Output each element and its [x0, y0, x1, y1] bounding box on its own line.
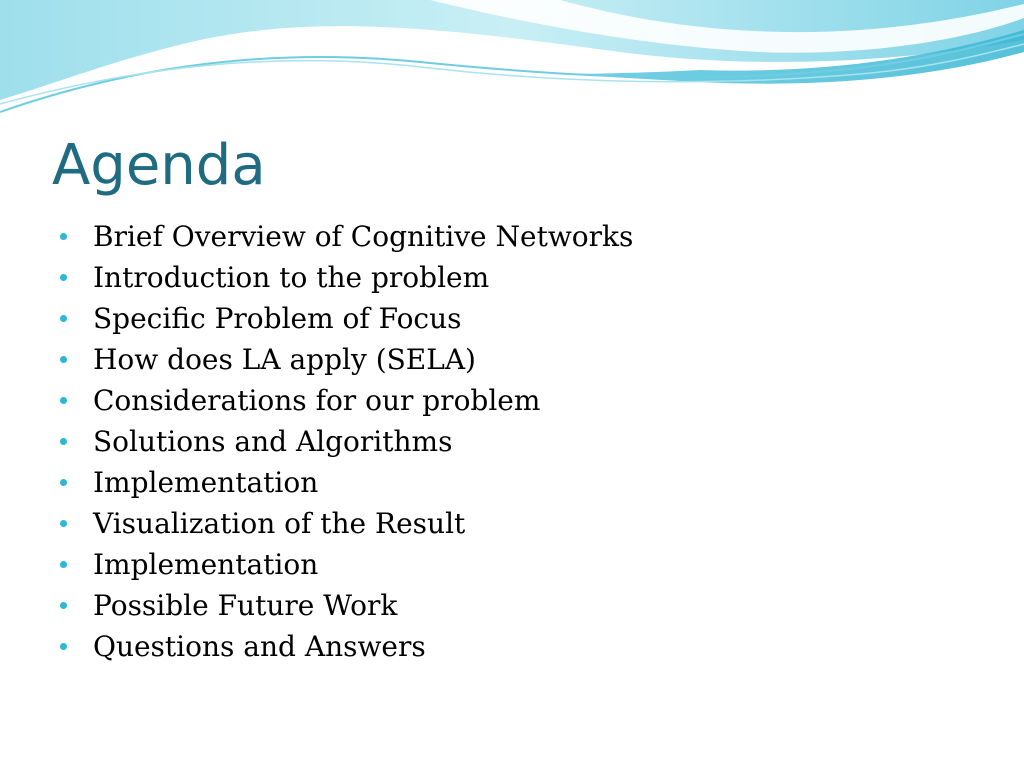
bullet-icon [60, 643, 67, 650]
list-item [58, 462, 633, 503]
agenda-list [58, 216, 633, 667]
list-item-text: How does LA apply (SELA) [93, 343, 476, 376]
list-item [58, 421, 633, 462]
list-item-text: Brief Overview of Cognitive Networks [93, 220, 634, 253]
list-item [58, 298, 633, 339]
bullet-icon [60, 479, 67, 486]
list-item [58, 544, 633, 585]
list-item-text: Implementation [93, 466, 319, 499]
list-item [58, 216, 633, 257]
bullet-icon [60, 315, 67, 322]
list-item [58, 257, 633, 298]
bullet-icon [60, 602, 67, 609]
list-item-text: Visualization of the Result [93, 507, 466, 540]
bullet-icon [60, 561, 67, 568]
list-item-text: Specific Problem of Focus [93, 302, 462, 335]
list-item-text: Implementation [93, 548, 319, 581]
slide-title: Agenda [52, 133, 266, 198]
header-wave-decoration [0, 0, 1024, 120]
list-item [58, 380, 633, 421]
list-item-text: Considerations for our problem [93, 384, 541, 417]
list-item-text: Solutions and Algorithms [93, 425, 453, 458]
list-item-text: Possible Future Work [93, 589, 398, 622]
bullet-icon [60, 397, 67, 404]
list-item-text: Introduction to the problem [93, 261, 490, 294]
bullet-icon [60, 233, 67, 240]
bullet-icon [60, 274, 67, 281]
list-item [58, 626, 633, 667]
list-item [58, 339, 633, 380]
bullet-icon [60, 356, 67, 363]
list-item [58, 585, 633, 626]
bullet-icon [60, 520, 67, 527]
list-item-text: Questions and Answers [93, 630, 426, 663]
bullet-icon [60, 438, 67, 445]
list-item [58, 503, 633, 544]
